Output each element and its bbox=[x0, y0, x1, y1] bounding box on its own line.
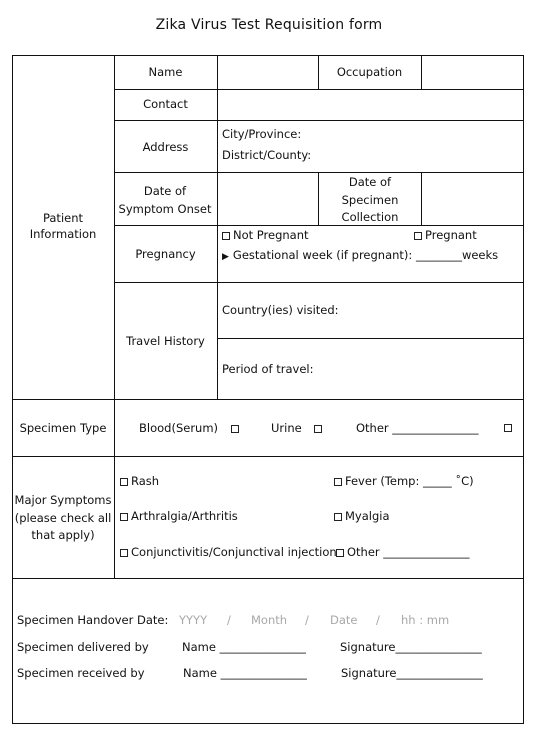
conjunctivitis-label: Conjunctivitis/Conjunctival injection bbox=[131, 545, 337, 559]
travel-period-field[interactable]: Period of travel: bbox=[222, 362, 314, 376]
specimen-type-label: Specimen Type bbox=[19, 421, 107, 435]
form-title: Zika Virus Test Requisition form bbox=[155, 17, 383, 33]
patient-info-label: Patient Information bbox=[29, 211, 97, 241]
arthralgia-label: Arthralgia/Arthritis bbox=[131, 509, 238, 523]
delivered-by-label: Specimen delivered by bbox=[17, 640, 149, 654]
major-symptoms-label: Major Symptoms (please check all that apply) bbox=[14, 493, 112, 542]
address-label: Address bbox=[142, 140, 189, 154]
day-placeholder[interactable]: Date bbox=[330, 613, 358, 627]
urine-checkbox[interactable] bbox=[314, 425, 322, 433]
occupation-field[interactable] bbox=[422, 56, 522, 89]
myalgia-option[interactable] bbox=[334, 509, 390, 525]
name-field[interactable] bbox=[218, 56, 317, 89]
conjunctivitis-option[interactable] bbox=[120, 545, 337, 561]
contact-label: Contact bbox=[143, 97, 188, 111]
symptom-onset-field[interactable] bbox=[218, 173, 317, 225]
city-province-field[interactable]: City/Province: bbox=[222, 127, 302, 141]
delivered-signature-field[interactable]: Signature_______________ bbox=[340, 640, 482, 654]
rash-label: Rash bbox=[131, 474, 160, 488]
fever-checkbox[interactable] bbox=[334, 478, 342, 486]
other-symptom-checkbox[interactable] bbox=[336, 549, 344, 557]
occupation-label: Occupation bbox=[336, 65, 403, 79]
other-symptom-label: Other _______________ bbox=[347, 545, 470, 559]
blood-serum-option[interactable] bbox=[139, 421, 242, 437]
blood-serum-checkbox[interactable] bbox=[231, 425, 239, 433]
symptom-onset-label: Date of Symptom Onset bbox=[118, 184, 212, 216]
rash-checkbox[interactable] bbox=[120, 478, 128, 486]
urine-option[interactable] bbox=[271, 421, 325, 437]
fever-option[interactable] bbox=[334, 474, 474, 490]
received-by-label: Specimen received by bbox=[17, 666, 145, 680]
received-signature-field[interactable]: Signature_______________ bbox=[341, 666, 483, 680]
travel-history-label: Travel History bbox=[126, 334, 205, 348]
date-separator: / bbox=[227, 613, 231, 627]
fever-label: Fever (Temp: _____ ˚C) bbox=[345, 474, 474, 488]
other-specimen-option[interactable] bbox=[356, 421, 479, 437]
time-placeholder[interactable]: hh : mm bbox=[401, 613, 450, 627]
not-pregnant-option[interactable] bbox=[222, 228, 309, 244]
conjunctivitis-checkbox[interactable] bbox=[120, 549, 128, 557]
myalgia-checkbox[interactable] bbox=[334, 513, 342, 521]
triangle-right-icon: ▶ bbox=[222, 252, 229, 262]
district-county-field[interactable]: District/County: bbox=[222, 148, 312, 162]
pregnant-label: Pregnant bbox=[425, 228, 477, 242]
not-pregnant-checkbox[interactable] bbox=[222, 232, 230, 240]
pregnancy-label: Pregnancy bbox=[135, 247, 196, 261]
countries-visited-field[interactable]: Country(ies) visited: bbox=[222, 303, 339, 317]
specimen-collection-label: Date of Specimen Collection bbox=[341, 175, 399, 224]
month-placeholder[interactable]: Month bbox=[251, 613, 288, 627]
received-name-field[interactable]: Name _______________ bbox=[183, 666, 307, 680]
not-pregnant-label: Not Pregnant bbox=[233, 228, 309, 242]
blood-serum-label: Blood(Serum) bbox=[139, 421, 219, 435]
arthralgia-checkbox[interactable] bbox=[120, 513, 128, 521]
other-specimen-label: Other _______________ bbox=[356, 421, 479, 435]
contact-field[interactable] bbox=[218, 90, 522, 120]
date-separator: / bbox=[305, 613, 309, 627]
arthralgia-option[interactable] bbox=[120, 509, 238, 525]
other-specimen-checkbox[interactable] bbox=[504, 424, 512, 432]
delivered-name-field[interactable]: Name _______________ bbox=[182, 640, 306, 654]
other-symptom-option[interactable] bbox=[336, 545, 470, 561]
handover-date-label: Specimen Handover Date: bbox=[17, 613, 169, 627]
myalgia-label: Myalgia bbox=[345, 509, 390, 523]
date-separator: / bbox=[376, 613, 380, 627]
year-placeholder[interactable]: YYYY bbox=[179, 613, 208, 627]
gestational-week-field[interactable] bbox=[222, 248, 498, 264]
gestational-week-label: Gestational week (if pregnant): ________weeks bbox=[232, 248, 499, 262]
specimen-collection-field[interactable] bbox=[422, 173, 522, 225]
urine-label: Urine bbox=[271, 421, 302, 435]
pregnant-checkbox[interactable] bbox=[414, 232, 422, 240]
rash-option[interactable] bbox=[120, 474, 159, 490]
name-label: Name bbox=[148, 65, 183, 79]
pregnant-option[interactable] bbox=[414, 228, 477, 244]
